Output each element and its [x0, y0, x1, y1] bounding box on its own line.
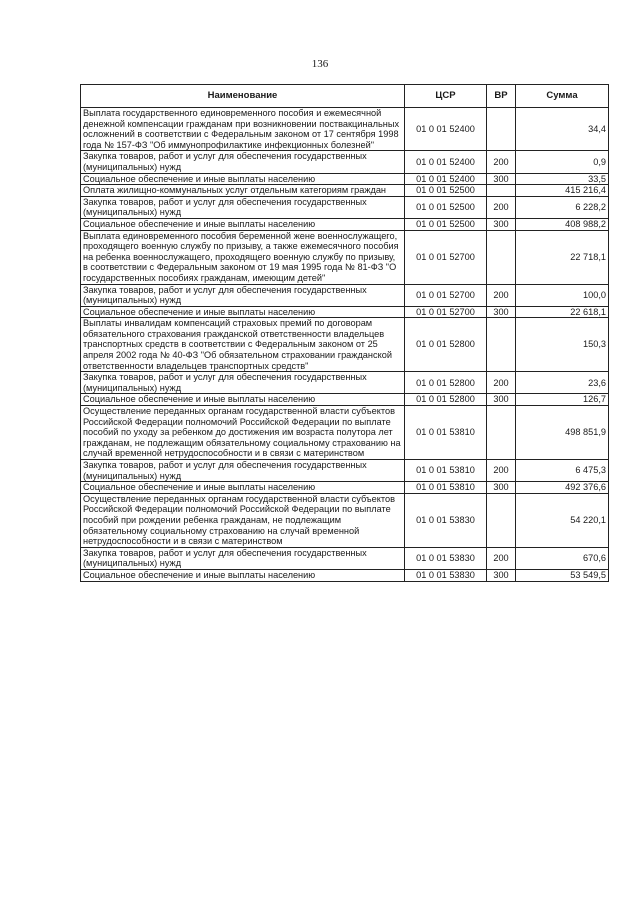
row-sum: 33,5 — [516, 173, 609, 185]
table-row — [81, 196, 609, 218]
table-row — [81, 482, 609, 494]
row-vr: 200 — [487, 547, 516, 569]
row-csr: 01 0 01 53810 — [405, 482, 487, 494]
row-sum: 408 988,2 — [516, 218, 609, 230]
row-sum: 415 216,4 — [516, 185, 609, 197]
row-sum: 126,7 — [516, 394, 609, 406]
row-vr: 300 — [487, 218, 516, 230]
row-vr — [487, 185, 516, 197]
row-name: Закупка товаров, работ и услуг для обеспечения государственных (муниципальных) нужд — [81, 372, 405, 394]
row-sum: 150,3 — [516, 318, 609, 372]
row-name: Социальное обеспечение и иные выплаты населению — [81, 569, 405, 581]
row-vr: 300 — [487, 306, 516, 318]
row-csr: 01 0 01 52700 — [405, 284, 487, 306]
row-name: Выплата государственного единовременного пособия и ежемесячной денежной компенсации гражданам при возникновении поствакцинальных осложнений в соответствии с Федеральным законом от 17 сентября 1998 года № 157-ФЗ "Об иммунопрофилактике инфекционных болезней" — [81, 108, 405, 151]
row-sum: 100,0 — [516, 284, 609, 306]
table-row — [81, 460, 609, 482]
page-number: 136 — [311, 58, 329, 70]
table-row — [81, 372, 609, 394]
table-row — [81, 218, 609, 230]
row-vr — [487, 108, 516, 151]
table-row — [81, 173, 609, 185]
row-csr: 01 0 01 52700 — [405, 306, 487, 318]
table-row — [81, 284, 609, 306]
row-name: Выплата единовременного пособия беременной жене военнослужащего, проходящего военную службу по призыву, а также ежемесячного пособия на ребенка военнослужащего, проходящего военную службу по призыву, в соответствии с Федеральным законом от 19 мая 1995 года № 81-ФЗ "О государственных пособиях гражданам, имеющим детей" — [81, 230, 405, 284]
budget-table — [80, 84, 609, 582]
table-row — [81, 108, 609, 151]
row-csr: 01 0 01 52400 — [405, 151, 487, 173]
row-csr: 01 0 01 52500 — [405, 218, 487, 230]
row-name: Осуществление переданных органам государственной власти субъектов Российской Федерации полномочий Российской Федерации по выплате пособий по уходу за ребенком до достижения им возраста полутора лет гражданам, не подлежащим обязательному социальному страхованию на случай временной нетрудоспособности и в связи с материнством — [81, 406, 405, 460]
row-name: Социальное обеспечение и иные выплаты населению — [81, 173, 405, 185]
row-sum: 498 851,9 — [516, 406, 609, 460]
row-name: Закупка товаров, работ и услуг для обеспечения государственных (муниципальных) нужд — [81, 151, 405, 173]
row-csr: 01 0 01 53830 — [405, 569, 487, 581]
row-csr: 01 0 01 52800 — [405, 372, 487, 394]
row-name: Осуществление переданных органам государственной власти субъектов Российской Федерации полномочий Российской Федерации по выплате пособий при рождении ребенка гражданам, не подлежащим обязательному социальному страхованию на случай временной нетрудоспособности и в связи с материнством — [81, 493, 405, 547]
row-csr: 01 0 01 53810 — [405, 460, 487, 482]
row-sum: 23,6 — [516, 372, 609, 394]
row-vr — [487, 493, 516, 547]
row-csr: 01 0 01 52500 — [405, 196, 487, 218]
row-vr — [487, 406, 516, 460]
table-row — [81, 406, 609, 460]
row-csr: 01 0 01 53810 — [405, 406, 487, 460]
table-row — [81, 306, 609, 318]
row-sum: 0,9 — [516, 151, 609, 173]
row-vr — [487, 230, 516, 284]
row-vr: 200 — [487, 196, 516, 218]
table-header-row — [81, 85, 609, 108]
row-vr: 300 — [487, 482, 516, 494]
row-sum: 22 618,1 — [516, 306, 609, 318]
row-name: Оплата жилищно-коммунальных услуг отдельным категориям граждан — [81, 185, 405, 197]
row-vr: 200 — [487, 151, 516, 173]
row-name: Социальное обеспечение и иные выплаты населению — [81, 306, 405, 318]
row-vr: 200 — [487, 460, 516, 482]
row-sum: 6 228,2 — [516, 196, 609, 218]
row-vr: 200 — [487, 284, 516, 306]
row-csr: 01 0 01 52800 — [405, 318, 487, 372]
row-name: Закупка товаров, работ и услуг для обеспечения государственных (муниципальных) нужд — [81, 196, 405, 218]
table-row — [81, 230, 609, 284]
header-vr: ВР — [487, 85, 516, 108]
row-name: Социальное обеспечение и иные выплаты населению — [81, 394, 405, 406]
row-name: Закупка товаров, работ и услуг для обеспечения государственных (муниципальных) нужд — [81, 460, 405, 482]
row-sum: 22 718,1 — [516, 230, 609, 284]
row-csr: 01 0 01 53830 — [405, 493, 487, 547]
row-name: Выплаты инвалидам компенсаций страховых премий по договорам обязательного страхования гражданской ответственности владельцев транспортных средств в соответствии с Федеральным законом от 25 апреля 2002 года № 40-ФЗ "Об обязательном страховании гражданской ответственности владельцев транспортных средств" — [81, 318, 405, 372]
row-name: Социальное обеспечение и иные выплаты населению — [81, 482, 405, 494]
row-csr: 01 0 01 52500 — [405, 185, 487, 197]
table-row — [81, 151, 609, 173]
row-vr — [487, 318, 516, 372]
table-row — [81, 185, 609, 197]
table-row — [81, 493, 609, 547]
row-csr: 01 0 01 52800 — [405, 394, 487, 406]
row-sum: 670,6 — [516, 547, 609, 569]
row-vr: 300 — [487, 394, 516, 406]
row-name: Закупка товаров, работ и услуг для обеспечения государственных (муниципальных) нужд — [81, 284, 405, 306]
table-row — [81, 569, 609, 581]
row-csr: 01 0 01 52400 — [405, 173, 487, 185]
header-csr: ЦСР — [405, 85, 487, 108]
table-row — [81, 547, 609, 569]
table-row — [81, 394, 609, 406]
row-vr: 300 — [487, 173, 516, 185]
row-vr: 200 — [487, 372, 516, 394]
row-name: Социальное обеспечение и иные выплаты населению — [81, 218, 405, 230]
row-name: Закупка товаров, работ и услуг для обеспечения государственных (муниципальных) нужд — [81, 547, 405, 569]
row-sum: 492 376,6 — [516, 482, 609, 494]
header-sum: Сумма — [516, 85, 609, 108]
row-csr: 01 0 01 52400 — [405, 108, 487, 151]
row-sum: 6 475,3 — [516, 460, 609, 482]
table-row — [81, 318, 609, 372]
header-name: Наименование — [81, 85, 405, 108]
row-csr: 01 0 01 52700 — [405, 230, 487, 284]
row-vr: 300 — [487, 569, 516, 581]
row-sum: 54 220,1 — [516, 493, 609, 547]
row-sum: 34,4 — [516, 108, 609, 151]
row-csr: 01 0 01 53830 — [405, 547, 487, 569]
row-sum: 53 549,5 — [516, 569, 609, 581]
